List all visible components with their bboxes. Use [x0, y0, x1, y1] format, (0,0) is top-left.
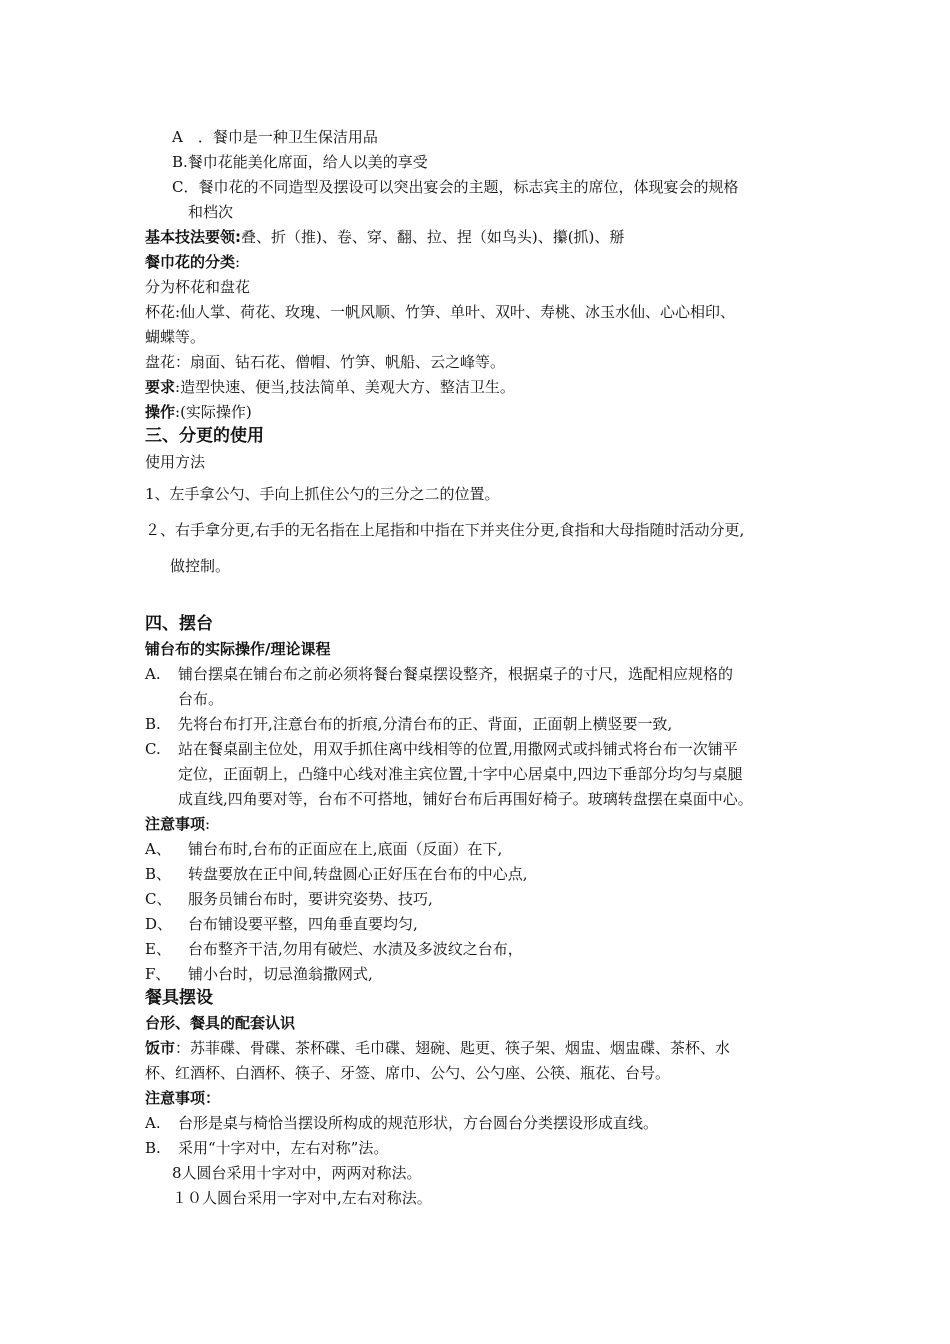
- notes-colon: :: [205, 815, 211, 833]
- usage-step-2-line1: ２、右手拿分更,右手的无名指在上尾指和中指在下并夹住分更,食指和大母指随时活动分更,: [145, 521, 745, 539]
- operation-label: 操作: [145, 403, 176, 421]
- option-c-line1: C．餐巾花的不同造型及摆设可以突出宴会的主题，标志宾主的席位，体现宴会的规格: [172, 178, 739, 196]
- note-marker: C、: [145, 890, 172, 908]
- meal-line1: [145, 1038, 730, 1058]
- section-3-title: 三、分更的使用: [145, 426, 264, 446]
- cloth-item-a-line2: 台布。: [178, 690, 224, 708]
- note-text: 服务员铺台布时，要讲究姿势、技巧,: [188, 890, 433, 908]
- cup-flowers-line2: 蝴蝶等。: [145, 328, 206, 346]
- cloth-item-b-marker: B.: [145, 715, 161, 733]
- classification-label: 餐巾花的分类: [145, 253, 236, 271]
- notes2-item-b-marker: B.: [145, 1139, 161, 1157]
- note-text: 台布整齐干洁,勿用有破烂、水渍及多波纹之台布，: [188, 940, 523, 958]
- notes2-label: 注意事项：: [145, 1089, 221, 1107]
- cloth-item-c-line3: 成直线,四角要对等，台布不可搭地，铺好台布后再围好椅子。玻璃转盘摆在桌面中心。: [178, 790, 753, 808]
- cloth-item-a-marker: A.: [145, 665, 161, 683]
- notes-label: 注意事项: [145, 815, 206, 833]
- usage-step-1: 1、左手拿公勺、手向上抓住公勺的三分之二的位置。: [145, 485, 500, 503]
- requirements-line: [145, 377, 515, 397]
- requirements-label: 要求: [145, 378, 176, 396]
- notes-line: [145, 814, 210, 834]
- skills-label: 基本技法要领:: [145, 228, 241, 246]
- cloth-item-c-marker: C.: [145, 740, 161, 758]
- note-text: 台布铺设要平整，四角垂直要均匀,: [188, 915, 418, 933]
- option-c-line2: 和档次: [188, 203, 234, 221]
- usage-step-2-line2: 做控制。: [170, 557, 231, 575]
- operation-line: [145, 402, 252, 422]
- cloth-item-b-line1: 先将台布打开,注意台布的折痕,分清台布的正、背面，正面朝上横竖要一致,: [178, 715, 673, 733]
- skills-text: 叠、折（推)、卷、穿、翻、拉、捏（如鸟头)、攥(抓)、掰: [241, 228, 625, 246]
- tableware-title: 餐具摆设: [145, 988, 213, 1008]
- note-marker: F、: [145, 965, 171, 983]
- plate-flowers: 盘花：扇面、钻石花、僧帽、竹笋、帆船、云之峰等。: [145, 353, 506, 371]
- section-4-title: 四、摆台: [145, 614, 213, 634]
- notes2-item-b-text: 采用“十字对中，左右对称”法。: [178, 1139, 389, 1157]
- meal-text: ：苏菲碟、骨碟、茶杯碟、毛巾碟、翅碗、匙更、筷子架、烟盅、烟盅碟、茶杯、水: [175, 1039, 731, 1057]
- table-cloth-title: 铺台布的实际操作/理论课程: [145, 640, 331, 658]
- note-text: 转盘要放在正中间,转盘圆心正好压在台布的中心点,: [188, 865, 528, 883]
- operation-text: :(实际操作): [175, 403, 252, 421]
- option-b: B.餐巾花能美化席面，给人以美的享受: [172, 153, 428, 171]
- option-a: A ．餐巾是一种卫生保洁用品: [172, 128, 378, 146]
- meal-line2: 杯、红酒杯、白酒杯、筷子、牙签、席巾、公勺、公勺座、公筷、瓶花、台号。: [145, 1064, 671, 1082]
- notes2-item-a-text: 台形是桌与椅恰当摆设所构成的规范形状，方台圆台分类摆设形成直线。: [178, 1114, 659, 1132]
- notes2-item-a-marker: A.: [145, 1114, 161, 1132]
- note-text: 铺台布时,台布的正面应在上,底面（反面）在下,: [188, 840, 503, 858]
- note-text: 铺小台时，切忌渔翁撒网式,: [188, 965, 373, 983]
- classification-line: [145, 252, 240, 272]
- note-marker: D、: [145, 915, 173, 933]
- requirements-text: :造型快速、便当,技法简单、美观大方、整洁卫生。: [175, 378, 515, 396]
- meal-label: 饭市: [145, 1039, 176, 1057]
- cloth-item-c-line2: 定位，正面朝上，凸缝中心线对准主宾位置,十字中心居桌中,四边下垂部分均匀与桌腿: [178, 765, 743, 783]
- cup-flowers-line1: 杯花:仙人掌、荷花、玫瑰、一帆风顺、竹笋、单叶、双叶、寿桃、冰玉水仙、心心相印、: [145, 303, 736, 321]
- cloth-item-c-line1: 站在餐桌副主位处，用双手抓住离中线相等的位置,用撒网式或抖铺式将台布一次铺平: [178, 740, 738, 758]
- skills-line: [145, 227, 624, 247]
- note-marker: B、: [145, 865, 172, 883]
- note-marker: E、: [145, 940, 171, 958]
- cloth-item-a-line1: 铺台摆桌在铺台布之前必须将餐台餐桌摆设整齐，根据桌子的寸尺，选配相应规格的: [178, 665, 734, 683]
- classification-text: 分为杯花和盘花: [145, 278, 251, 296]
- classification-colon: :: [235, 253, 241, 271]
- usage-title: 使用方法: [145, 453, 206, 471]
- round-table-8: 8人圆台采用十字对中，两两对称法。: [172, 1164, 422, 1182]
- note-marker: A、: [145, 840, 171, 858]
- round-table-10: １０人圆台采用一字对中,左右对称法。: [172, 1189, 432, 1207]
- matching-title: 台形、餐具的配套认识: [145, 1014, 296, 1032]
